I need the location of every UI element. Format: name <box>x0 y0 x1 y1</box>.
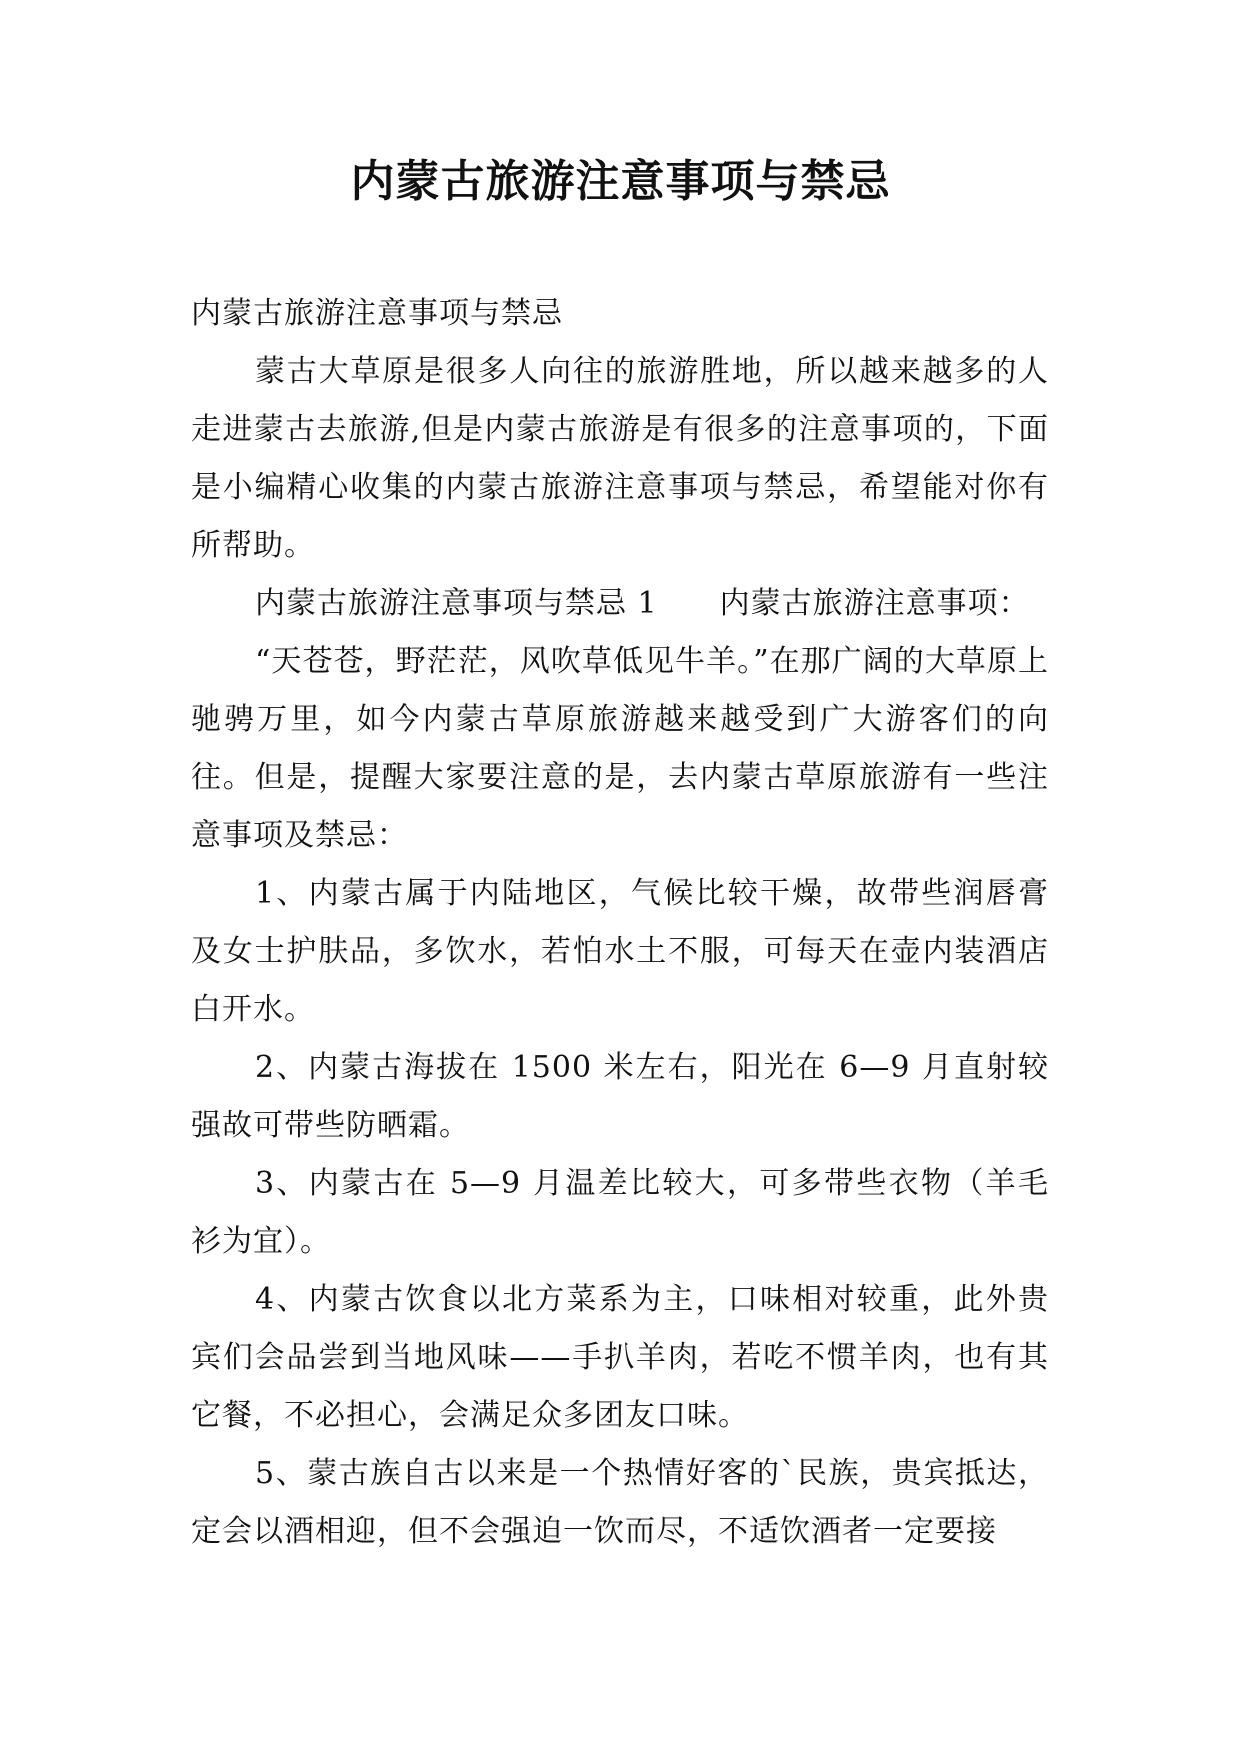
document-title: 内蒙古旅游注意事项与禁忌 <box>350 156 891 207</box>
document-subtitle: 内蒙古旅游注意事项与禁忌 <box>191 296 563 331</box>
paragraph-poem: “天苍苍，野茫茫，风吹草低见牛羊。”在那广阔的大草原上驰骋万里，如今内蒙古草原旅游越来越受到广大游客们的向往。但是，提醒大家要注意的是，去内蒙古草原旅游有一些注意事项及禁忌： <box>191 644 1049 853</box>
paragraph-intro: 蒙古大草原是很多人向往的旅游胜地，所以越来越多的人走进蒙古去旅游,但是内蒙古旅游是有很多的注意事项的，下面是小编精心收集的内蒙古旅游注意事项与禁忌，希望能对你有所帮助。 <box>191 354 1049 563</box>
paragraph-section-heading: 内蒙古旅游注意事项与禁忌 1 内蒙古旅游注意事项： <box>255 586 1030 621</box>
paragraph-item-3: 3、内蒙古在 5—9 月温差比较大，可多带些衣物（羊毛衫为宜）。 <box>191 1166 1049 1259</box>
paragraph-item-1: 1、内蒙古属于内陆地区，气候比较干燥，故带些润唇膏及女士护肤品，多饮水，若怕水土不服，可每天在壶内装酒店白开水。 <box>191 876 1049 1027</box>
document-body <box>191 285 1049 1561</box>
paragraph-item-5: 5、蒙古族自古以来是一个热情好客的`民族，贵宾抵达，定会以酒相迎，但不会强迫一饮而尽，不适饮酒者一定要接 <box>191 1456 1049 1549</box>
paragraph-item-4: 4、内蒙古饮食以北方菜系为主，口味相对较重，此外贵宾们会品尝到当地风味——手扒羊肉，若吃不惯羊肉，也有其它餐，不必担心，会满足众多团友口味。 <box>191 1282 1049 1433</box>
paragraph-item-2: 2、内蒙古海拔在 1500 米左右，阳光在 6—9 月直射较强故可带些防晒霜。 <box>191 1050 1049 1143</box>
